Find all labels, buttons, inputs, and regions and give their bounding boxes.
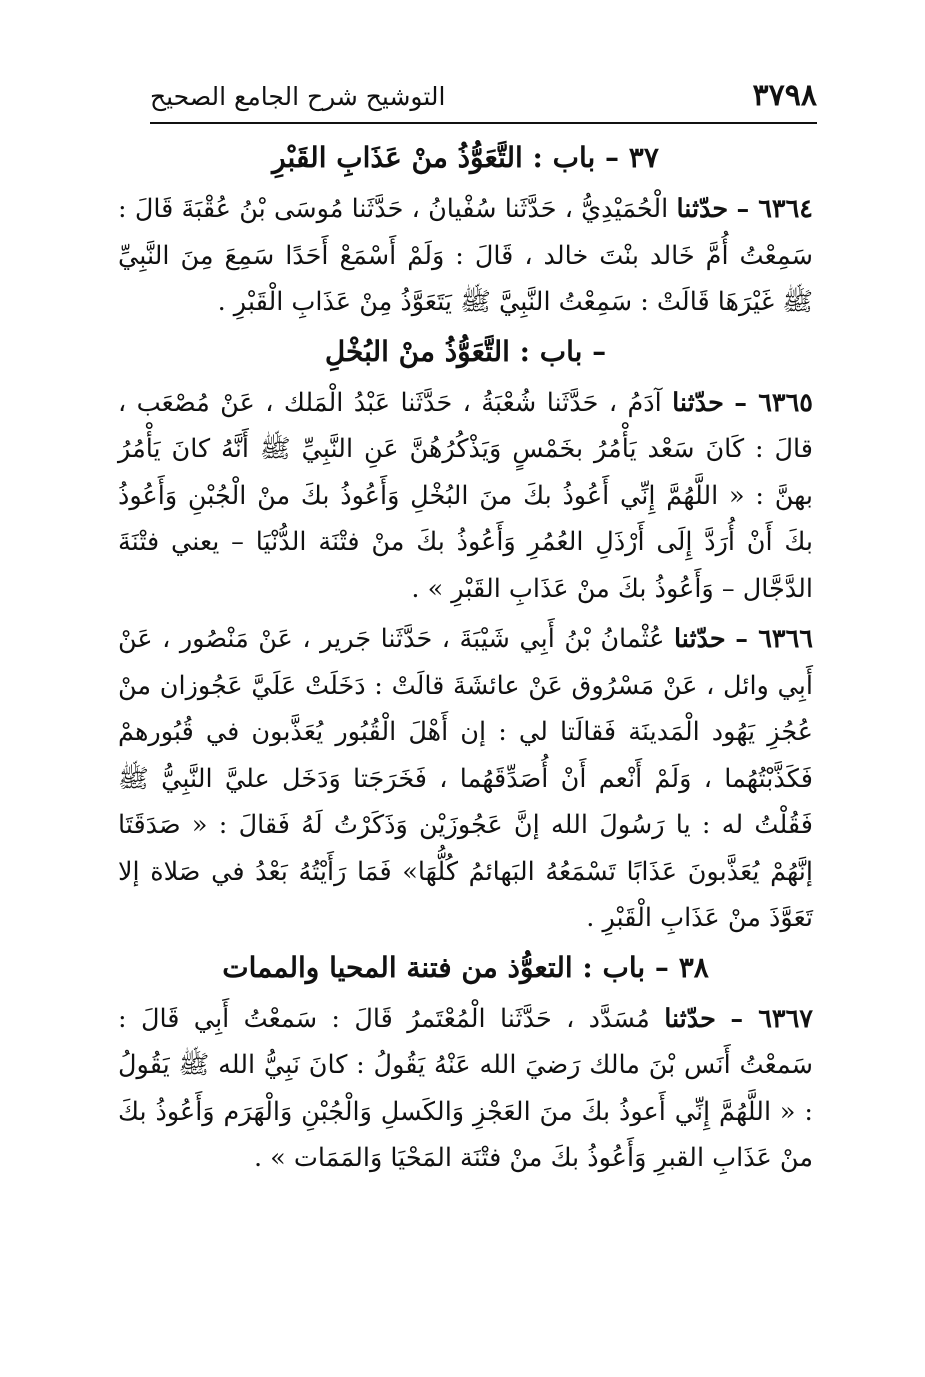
hadith-text: آدَمُ ، حَدَّثَنا شُعْبَةُ ، حَدَّثَنا عَبْدُ الْمَلك ، عَنْ مُصْعَب ، قالَ : كَانَ سَعْد يَأْمُرُ بخَمْسٍ وَيَذْكُرُهُنَّ عَنِ النَّبِيِّ ﷺ أَنَّهُ كانَ يَأْمُرُ بهنَّ : « اللَّهُمَّ إِنِّي أَعُوذُ بكَ منَ البُخْلِ وَأَعُوذُ بكَ منْ الْجُبْنِ وَأَعُوذُ بكَ أَنْ أُرَدَّ إِلَى أَرْذَلِ العُمُرِ وَأَعُوذُ بكَ منْ فتْنَة الدُّنْيَا – يعني فتْنَةَ الدَّجَّال – وَأَعُوذُ بكَ منْ عَذَابِ القَبْرِ » .: [118, 387, 813, 604]
running-title: التوشيح شرح الجامع الصحيح: [150, 82, 446, 111]
hadith-lead: حدّثنا: [672, 387, 724, 418]
hadith-text: عُثْمانُ بْنُ أَبِي شَيْبَةَ ، حَدَّثَنا جَرير ، عَنْ مَنْصُور ، عَنْ أَبِي وائل ، عَنْ مَسْرُوق عَنْ عائشَةَ قالَتْ : دَخَلَتْ عَلَيَّ عَجُوزان منْ عُجُزِ يَهُود الْمَدينَة فَقالَتا لي : إن أَهْلَ الْقُبُور يُعَذَّبون في قُبُورهمْ فَكَذَّبْتُهُما ، وَلَمْ أَنْعم أَنْ أُصَدِّقَهُما ، فَخَرَجَتا وَدَخَل عليَّ النَّبِيُّ ﷺ فَقُلْتُ له : يا رَسُولَ الله إنَّ عَجُوزَيْن وَذَكَرْتُ لَهُ فَقالَ : « صَدَقَتَا إنَّهُمْ يُعَذَّبونَ عَذَابًا تَسْمَعُهُ البَهائمُ كُلُّهَا» فَمَا رَأَيْتُهُ بَعْدُ في صَلاة إلا تَعَوَّذَ منْ عَذَابِ الْقَبْرِ .: [118, 624, 813, 933]
hadith-number: ٦٣٦٥ –: [734, 387, 813, 418]
hadith-number: ٦٣٦٦ –: [735, 624, 814, 654]
hadith-paragraph: [118, 186, 813, 326]
chapter-heading: – باب : التَّعَوُّذُ منْ البُخْلِ: [324, 334, 607, 368]
hadith-number: ٦٣٦٤ –: [736, 194, 813, 224]
hadith-paragraph: [118, 996, 813, 1182]
page-content: [118, 136, 813, 1186]
page-header: [150, 72, 817, 124]
hadith-paragraph: [118, 380, 813, 613]
hadith-paragraph: [118, 616, 813, 942]
hadith-number: ٦٣٦٧ –: [730, 1003, 813, 1034]
page-number: ٣٧٩٨: [752, 78, 817, 113]
hadith-lead: حدّثنا: [664, 1003, 716, 1034]
hadith-text: الْحُمَيْدِيُّ ، حَدَّثَنا سُفْيانُ ، حَدَّثَنا مُوسَى بْنُ عُقْبَةَ قَالَ : سَمِعْتُ أُمَّ خَالد بنْتَ خالد ، قَالَ : وَلَمْ أَسْمَعْ أَحَدًا سَمِعَ مِنَ النَّبِيِّ ﷺ غَيْرَهَا قَالَتْ : سَمِعْتُ النَّبِيَّ ﷺ يَتَعَوَّذُ مِنْ عَذَابِ الْقَبْرِ .: [118, 194, 813, 317]
hadith-lead: حدّثنا: [673, 624, 726, 654]
hadith-lead: حدّثنا: [676, 194, 729, 224]
chapter-heading: ٣٧ – باب : التَّعَوُّذُ منْ عَذَابِ القَبْرِ: [272, 141, 659, 174]
hadith-text: مُسَدَّد ، حَدَّثَنا الْمُعْتَمرُ قَالَ : سَمعْتُ أَبِي قَالَ : سَمعْتُ أَنَس بْنَ مالك رَضيَ الله عَنْهُ يَقُولُ : كانَ نَبِيُّ الله ﷺ يَقُولُ : « اللَّهُمَّ إِنِّي أَعوذُ بكَ منَ العَجْزِ وَالكَسلِ وَالْجُبْنِ وَالْهَرَم وَأَعُوذُ بكَ منْ عَذَابِ القبرِ وَأَعُوذُ بكَ منْ فتْنَة المَحْيَا وَالمَمَات » .: [118, 1003, 813, 1173]
chapter-heading: ٣٨ – باب : التعوُّذ من فتنة المحيا والممات: [222, 950, 709, 984]
